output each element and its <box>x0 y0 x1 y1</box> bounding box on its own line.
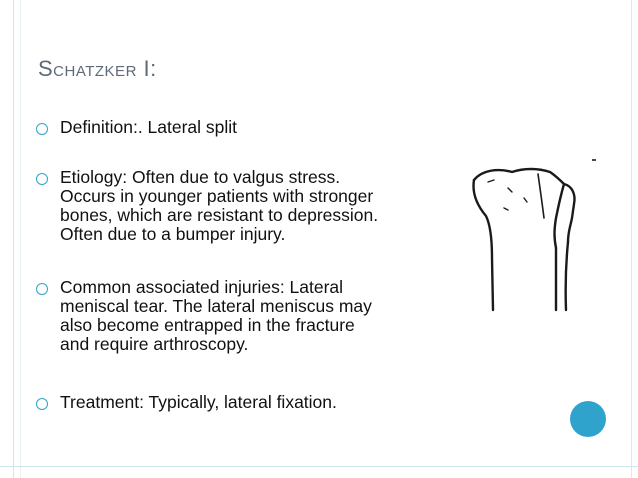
bullet-marker-icon <box>36 173 48 185</box>
left-guide-line <box>13 0 14 478</box>
left-guide-line-inner <box>20 0 21 478</box>
bullet-text: Etiology: Often due to valgus stress. Occurs in younger patients with stronger bones, which are resistant to depression. Often due to a bumper injury. <box>60 167 379 244</box>
bullet-associated-injuries <box>36 278 456 354</box>
bullet-text: Treatment: Typically, lateral fixation. <box>60 392 337 412</box>
slide-title: Schatzker I: <box>38 56 157 81</box>
bullet-treatment <box>36 393 456 412</box>
bullet-marker-icon <box>36 123 48 135</box>
bullet-definition <box>36 118 456 137</box>
bullet-marker-icon <box>36 398 48 410</box>
tibial-plateau-fracture-illustration <box>468 158 608 313</box>
right-guide-line <box>631 0 632 478</box>
bullet-marker-icon <box>36 283 48 295</box>
bottom-guide-line <box>0 466 638 467</box>
bullet-text: Common associated injuries: Lateral meniscal tear. The lateral meniscus may also become entrapped in the fracture and require arthroscopy. <box>60 277 372 354</box>
bullet-etiology <box>36 168 456 244</box>
decorative-circle <box>570 401 606 437</box>
bullet-text: Definition:. Lateral split <box>60 117 238 137</box>
